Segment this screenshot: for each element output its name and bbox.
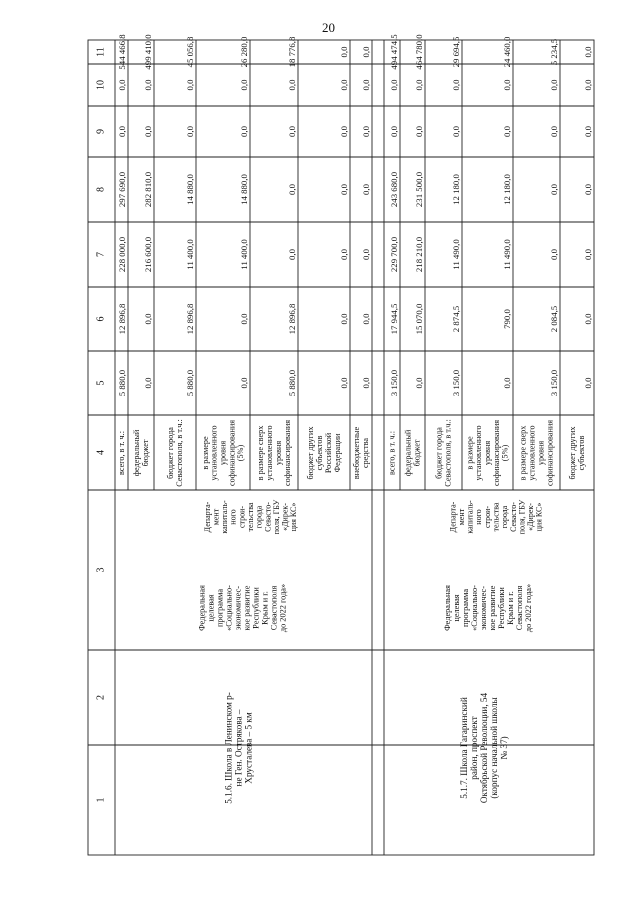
amount-value: 15 070,0 (414, 303, 424, 335)
amount-value: 494 474,5 (389, 34, 399, 70)
amount-value: 0,0 (339, 46, 349, 58)
amount-value: 0,0 (339, 126, 349, 137)
funding-source: софинансирования (491, 420, 501, 486)
funding-source: средства (360, 437, 370, 469)
funding-source: в размере (200, 436, 210, 470)
amount-value: 0,0 (361, 126, 371, 137)
program-name: Крым и г. (260, 591, 270, 625)
amount-value: 0,0 (502, 126, 512, 137)
program-name: до 2022 года» (523, 583, 533, 633)
project-section (117, 34, 371, 804)
amount-value: 218 210,0 (414, 236, 424, 273)
amount-value: 11 400,0 (185, 239, 195, 270)
executor-name: ция КС» (534, 502, 544, 532)
amount-value: 14 880,0 (185, 174, 195, 205)
program-name: Республики (251, 587, 261, 629)
amount-value: 2 874,5 (451, 305, 461, 333)
column-number: 8 (95, 187, 107, 192)
amount-value: 0,0 (583, 79, 593, 91)
executor-name: поля, ГБУ (271, 499, 281, 535)
amount-value: 29 694,5 (451, 36, 461, 68)
amount-value: 0,0 (185, 126, 195, 137)
funding-source: софинансирования (282, 420, 292, 486)
funding-source: уровня (536, 440, 546, 466)
amount-value: 5 880,0 (117, 369, 127, 397)
funding-source: уровня (273, 440, 283, 466)
executor-name: тельства (246, 502, 255, 532)
column-number: 4 (95, 450, 107, 455)
object-name: не Ген. Острякова – (233, 709, 244, 787)
column-number: 10 (95, 80, 107, 90)
executor-name: Департа- (202, 501, 212, 533)
funding-source: субъектов (576, 435, 586, 471)
funding-source: в размере сверх (256, 425, 266, 481)
executor-name: ного (228, 509, 238, 525)
column-number: 3 (95, 567, 107, 573)
amount-value: 3 150,0 (549, 369, 559, 397)
amount-value: 12 896,8 (185, 303, 195, 335)
executor-name: «Дирек- (526, 503, 536, 531)
amount-value: 0,0 (549, 184, 559, 195)
amount-value: 12 180,0 (502, 174, 512, 205)
program-name: программа (461, 588, 471, 628)
funding-source: Севастополя, в т.ч.: (174, 419, 184, 487)
amount-value: 5 880,0 (287, 369, 297, 397)
object-name: район, проспект (469, 716, 480, 780)
object-name: 5.1.7. Школа Гагаринский (459, 697, 470, 799)
amount-value: 499 410,0 (143, 34, 153, 70)
funding-source: в размере (465, 436, 475, 470)
amount-value: 0,0 (361, 249, 371, 260)
amount-value: 0,0 (339, 184, 349, 195)
executor-name: мент (456, 508, 466, 526)
column-number: 6 (95, 316, 107, 322)
executor-name: строи- (237, 505, 247, 529)
funding-source: (5%) (236, 444, 246, 462)
funding-source: уровня (218, 440, 228, 466)
funding-source: (5%) (500, 444, 510, 462)
program-name: кое развитие (487, 585, 497, 631)
amount-value: 0,0 (339, 79, 349, 91)
executor-name: капиталь- (465, 500, 475, 534)
program-name: целевая (206, 594, 216, 622)
funding-source: установленного (265, 425, 275, 481)
amount-value: 14 880,0 (239, 174, 249, 205)
amount-value: 17 944,5 (389, 303, 399, 335)
amount-value: 0,0 (549, 126, 559, 137)
executor-name: Департа- (448, 501, 458, 533)
amount-value: 5 880,0 (185, 369, 195, 397)
program-name: Республики (496, 587, 506, 629)
amount-value: 5 234,5 (549, 38, 559, 66)
funding-source: федеральный (132, 429, 142, 477)
column-number: 9 (95, 129, 107, 134)
object-name: Октябрьской Революции, 54 (479, 692, 489, 804)
funding-source: Севастополя, в т.ч.: (443, 419, 453, 487)
amount-value: 0,0 (502, 377, 512, 389)
funding-source: бюджет города (434, 427, 444, 479)
amount-value: 0,0 (361, 377, 371, 389)
program-name: Федеральная (443, 585, 453, 631)
funding-source: бюджет (412, 439, 422, 467)
amount-value: 0,0 (287, 249, 297, 260)
amount-value: 231 500,0 (414, 171, 424, 208)
funding-source: субъектов (315, 435, 325, 471)
funding-source: Федерации (332, 433, 342, 473)
amount-value: 3 150,0 (389, 369, 399, 397)
executor-name: мент (211, 508, 221, 526)
amount-value: 0,0 (361, 46, 371, 58)
amount-value: 0,0 (583, 126, 593, 137)
column-number: 5 (95, 380, 107, 386)
amount-value: 0,0 (414, 126, 424, 137)
executor-name: строи- (482, 505, 492, 529)
amount-value: 544 466,8 (117, 34, 127, 70)
executor-name: тельства (491, 502, 501, 532)
amount-value: 0,0 (361, 184, 371, 195)
amount-value: 0,0 (143, 126, 153, 137)
funding-source: внебюджетные (352, 426, 362, 480)
amount-value: 12 180,0 (451, 174, 461, 205)
object-name: (корпус начальной школы (488, 697, 499, 799)
page-number: 20 (322, 20, 335, 35)
program-name: Крым и г. (505, 591, 515, 625)
amount-value: 12 896,8 (117, 303, 127, 335)
amount-value: 0,0 (389, 79, 399, 91)
object-name: Хрусталева – 5 км (243, 712, 254, 784)
executor-name: капиталь- (220, 500, 230, 534)
funding-source: уровня (483, 440, 492, 466)
amount-value: 0,0 (583, 377, 593, 389)
executor-name: города (254, 505, 264, 529)
amount-value: 0,0 (583, 184, 593, 195)
amount-value: 3 150,0 (451, 369, 461, 397)
program-name: «Социально- (470, 585, 480, 631)
funding-source: софинансирования (227, 420, 237, 486)
amount-value: 45 056,8 (185, 36, 195, 68)
column-number: 7 (95, 252, 107, 257)
amount-value: 0,0 (339, 377, 349, 389)
amount-value: 0,0 (143, 313, 153, 325)
funding-source: всего, в т. ч.: (387, 431, 397, 475)
program-name: Федеральная (197, 585, 207, 631)
object-name: 5.1.6. Школа в Ленинском р- (223, 692, 234, 804)
amount-value: 11 490,0 (502, 239, 512, 270)
amount-value: 12 896,8 (287, 303, 297, 335)
amount-value: 24 460,0 (502, 36, 512, 68)
amount-value: 2 084,5 (549, 305, 559, 333)
executor-name: ного (474, 509, 484, 525)
amount-value: 0,0 (239, 126, 249, 137)
amount-value: 11 400,0 (239, 239, 249, 270)
program-name: кое развитие (242, 585, 252, 631)
funding-source: бюджет города (166, 427, 176, 479)
amount-value: 0,0 (583, 249, 593, 260)
amount-value: 0,0 (287, 79, 297, 91)
amount-value: 0,0 (414, 79, 424, 91)
amount-value: 0,0 (451, 79, 461, 91)
funding-source: софинансирования (545, 420, 555, 486)
funding-source: Российской (323, 432, 333, 474)
program-name: программа (215, 588, 225, 628)
amount-value: 0,0 (549, 249, 559, 260)
amount-value: 0,0 (339, 313, 349, 325)
executor-name: поля, ГБУ (517, 499, 527, 535)
amount-value: 0,0 (143, 377, 153, 389)
funding-source: всего, в т. ч.: (117, 431, 126, 475)
amount-value: 0,0 (239, 377, 249, 389)
funding-source: бюджет других (568, 426, 578, 480)
amount-value: 0,0 (117, 79, 127, 91)
program-name: экономичес- (233, 586, 243, 630)
funding-source: установленного (474, 425, 484, 481)
funding-source: бюджет (140, 439, 150, 467)
amount-value: 26 280,0 (239, 36, 249, 68)
funding-source: установленного (527, 425, 537, 481)
amount-value: 216 600,0 (143, 236, 153, 273)
amount-value: 0,0 (287, 126, 297, 137)
amount-value: 0,0 (389, 126, 399, 137)
project-section (388, 34, 594, 803)
object-name: № 37) (498, 736, 509, 760)
executor-name: ция КС» (289, 502, 299, 532)
amount-value: 0,0 (549, 79, 559, 91)
program-name: Севастополя (269, 585, 279, 631)
amount-value: 0,0 (583, 46, 593, 58)
amount-value: 297 690,0 (117, 171, 127, 208)
funding-source: бюджет других (306, 426, 316, 480)
amount-value: 229 700,0 (389, 236, 399, 273)
amount-value: 0,0 (451, 126, 461, 137)
funding-source: установленного (209, 425, 219, 481)
program-name: «Социально- (224, 585, 234, 631)
funding-source: в размере сверх (518, 425, 528, 481)
amount-value: 282 810,0 (143, 171, 153, 208)
amount-value: 0,0 (339, 249, 349, 260)
amount-value: 18 776,8 (287, 36, 297, 68)
column-number-header (96, 47, 107, 802)
amount-value: 0,0 (239, 313, 249, 325)
amount-value: 0,0 (143, 79, 153, 91)
amount-value: 0,0 (117, 126, 127, 137)
program-name: до 2022 года» (278, 583, 288, 633)
amount-value: 0,0 (239, 79, 249, 91)
executor-name: «Дирек- (280, 503, 290, 531)
amount-value: 0,0 (185, 79, 195, 91)
program-name: Севастополя (514, 585, 524, 631)
amount-value: 0,0 (361, 79, 371, 91)
amount-value: 228 000,0 (117, 236, 127, 273)
amount-value: 0,0 (287, 184, 297, 195)
program-name: экономичес- (479, 586, 489, 630)
amount-value: 0,0 (414, 377, 424, 389)
column-number: 2 (95, 695, 107, 700)
amount-value: 11 490,0 (451, 239, 461, 270)
executor-name: Севасто- (263, 502, 273, 532)
funding-source: федеральный (403, 429, 413, 477)
amount-value: 0,0 (502, 79, 512, 91)
amount-value: 464 780,0 (414, 34, 424, 70)
amount-value: 790,0 (502, 309, 512, 329)
program-name: целевая (452, 594, 462, 622)
column-number: 1 (95, 797, 107, 803)
amount-value: 0,0 (361, 313, 371, 325)
column-number: 11 (95, 47, 107, 57)
amount-value: 243 680,0 (389, 171, 399, 208)
amount-value: 0,0 (583, 313, 593, 325)
executor-name: Севасто- (508, 502, 518, 532)
executor-name: города (500, 505, 510, 529)
